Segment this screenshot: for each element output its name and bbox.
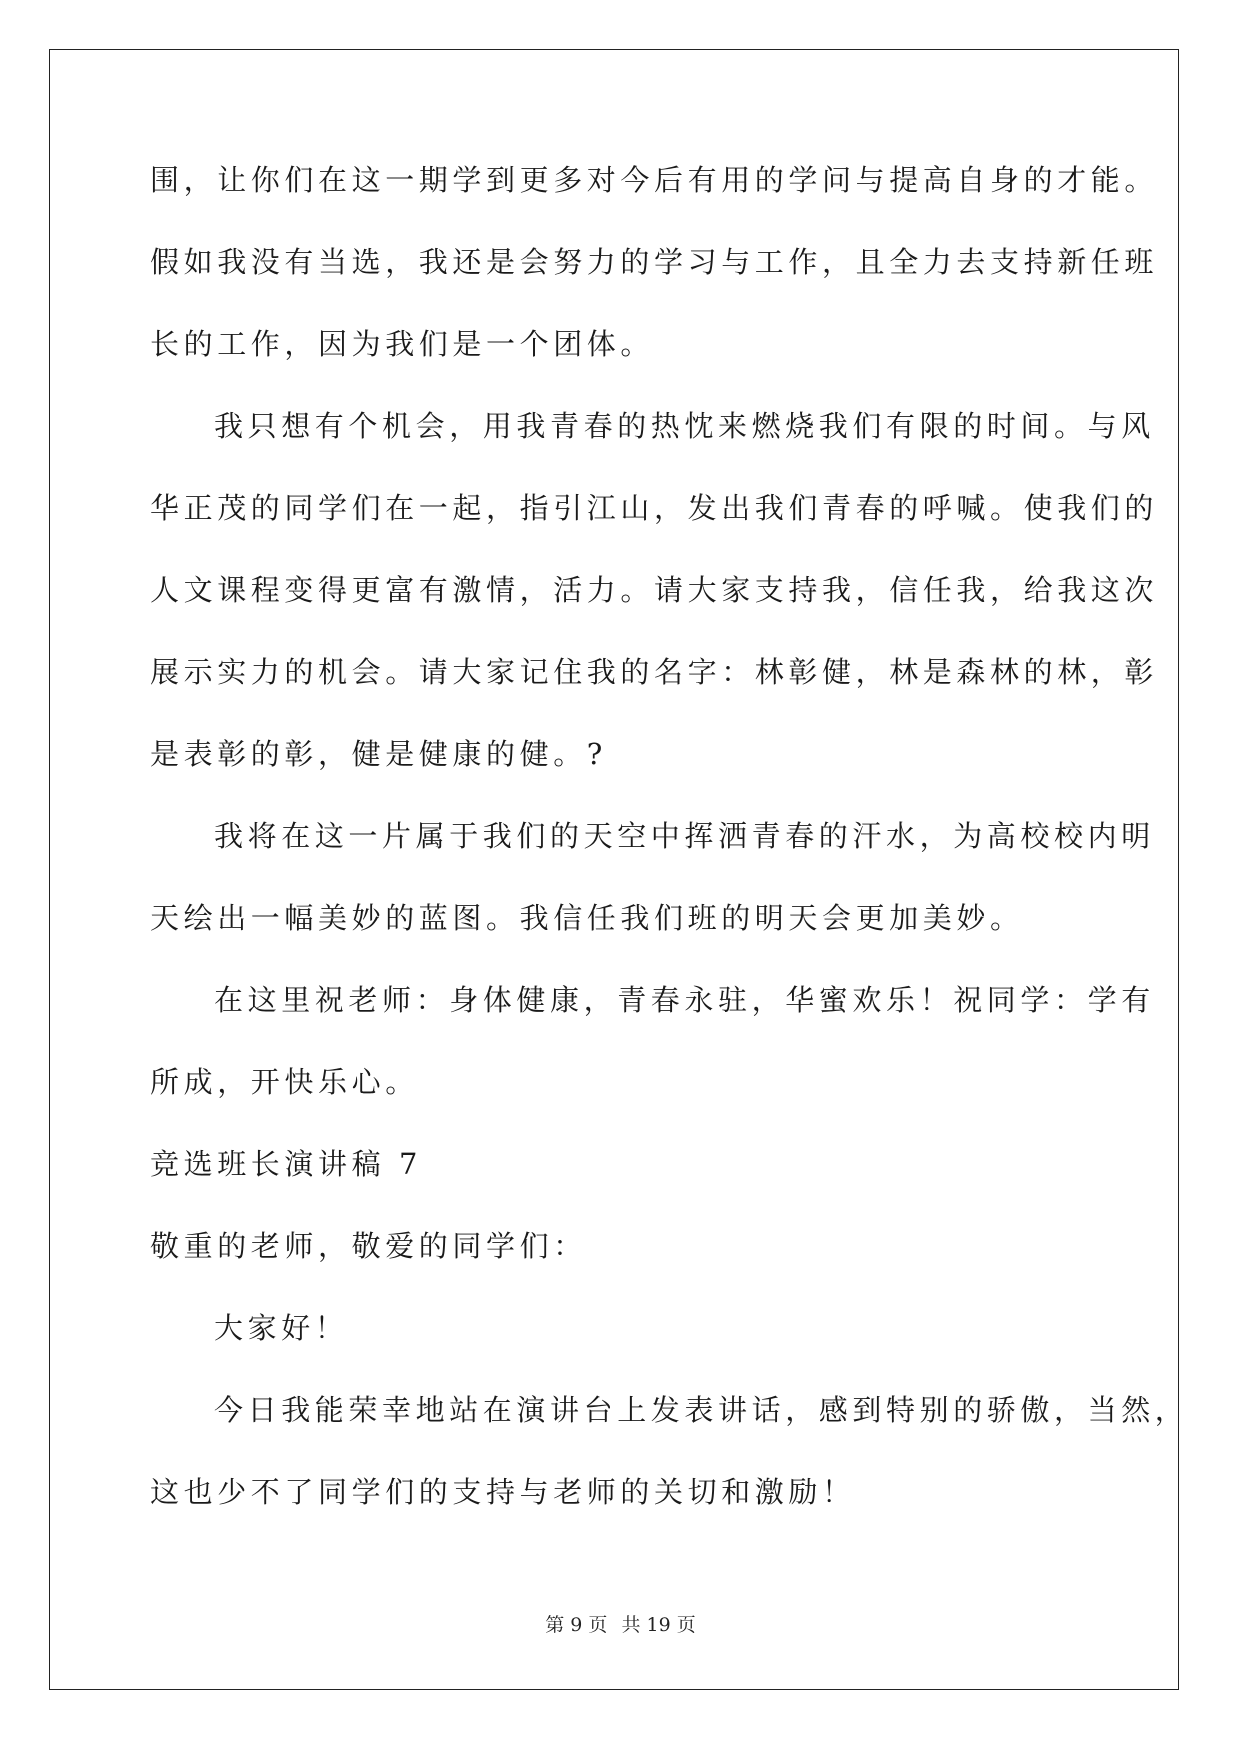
paragraph-start-line: 我只想有个机会，用我青春的热忱来燃烧我们有限的时间。与风	[214, 409, 1155, 443]
text-line: 围，让你们在这一期学到更多对今后有用的学问与提高自身的才能。	[150, 163, 1159, 197]
page-footer	[0, 1610, 1241, 1637]
text-line: 人文课程变得更富有激情，活力。请大家支持我，信任我，给我这次	[150, 573, 1159, 607]
salutation-line: 敬重的老师，敬爱的同学们：	[150, 1229, 587, 1263]
text-line: 展示实力的机会。请大家记住我的名字：林彰健，林是森林的林，彰	[150, 655, 1159, 689]
page-number: 第 9 页	[545, 1614, 608, 1636]
paragraph-start-line: 今日我能荣幸地站在演讲台上发表讲话，感到特别的骄傲，当然，	[214, 1393, 1189, 1427]
document-body	[150, 158, 1189, 1552]
paragraph-start-line: 在这里祝老师：身体健康，青春永驻，华蜜欢乐！祝同学：学有	[214, 983, 1155, 1017]
text-line: 是表彰的彰，健是健康的健。?	[150, 737, 607, 771]
text-line: 华正茂的同学们在一起，指引江山，发出我们青春的呼喊。使我们的	[150, 491, 1159, 525]
text-line: 所成，开快乐心。	[150, 1065, 419, 1099]
text-line: 假如我没有当选，我还是会努力的学习与工作，且全力去支持新任班	[150, 245, 1159, 279]
page-total: 共 19 页	[621, 1614, 696, 1636]
text-line: 长的工作，因为我们是一个团体。	[150, 327, 655, 361]
greeting-line: 大家好！	[214, 1311, 349, 1345]
text-line: 天绘出一幅美妙的蓝图。我信任我们班的明天会更加美妙。	[150, 901, 1024, 935]
text-line: 这也少不了同学们的支持与老师的关切和激励！	[150, 1475, 856, 1509]
section-heading: 竞选班长演讲稿 7	[150, 1147, 423, 1181]
paragraph-start-line: 我将在这一片属于我们的天空中挥洒青春的汗水，为高校校内明	[214, 819, 1155, 853]
